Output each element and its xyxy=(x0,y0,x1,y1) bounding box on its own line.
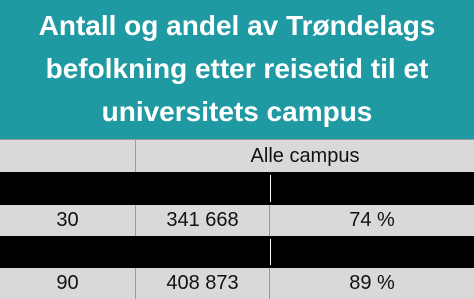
column-divider xyxy=(270,239,271,265)
table-row xyxy=(0,205,474,236)
minutes-cell: 30 xyxy=(0,205,136,236)
column-divider xyxy=(270,175,271,202)
header-group-label: Alle campus xyxy=(250,144,360,167)
share-cell: 74 % xyxy=(349,209,395,231)
count-cell: 408 873 xyxy=(136,268,270,299)
title-line-1: Antall og andel av Trøndelags xyxy=(38,10,436,41)
share-cell: 89 % xyxy=(349,272,395,294)
table-row xyxy=(0,268,474,299)
black-band-row xyxy=(0,236,474,268)
minutes-cell: 90 xyxy=(0,268,136,299)
table-title xyxy=(0,0,474,139)
count-cell: 341 668 xyxy=(136,205,270,236)
header-empty-cell xyxy=(0,140,136,172)
black-band-row xyxy=(0,172,474,205)
title-line-3: universitets campus xyxy=(101,96,373,127)
table-header-row xyxy=(0,139,474,172)
title-line-2: befolkning etter reisetid til et xyxy=(45,53,429,84)
